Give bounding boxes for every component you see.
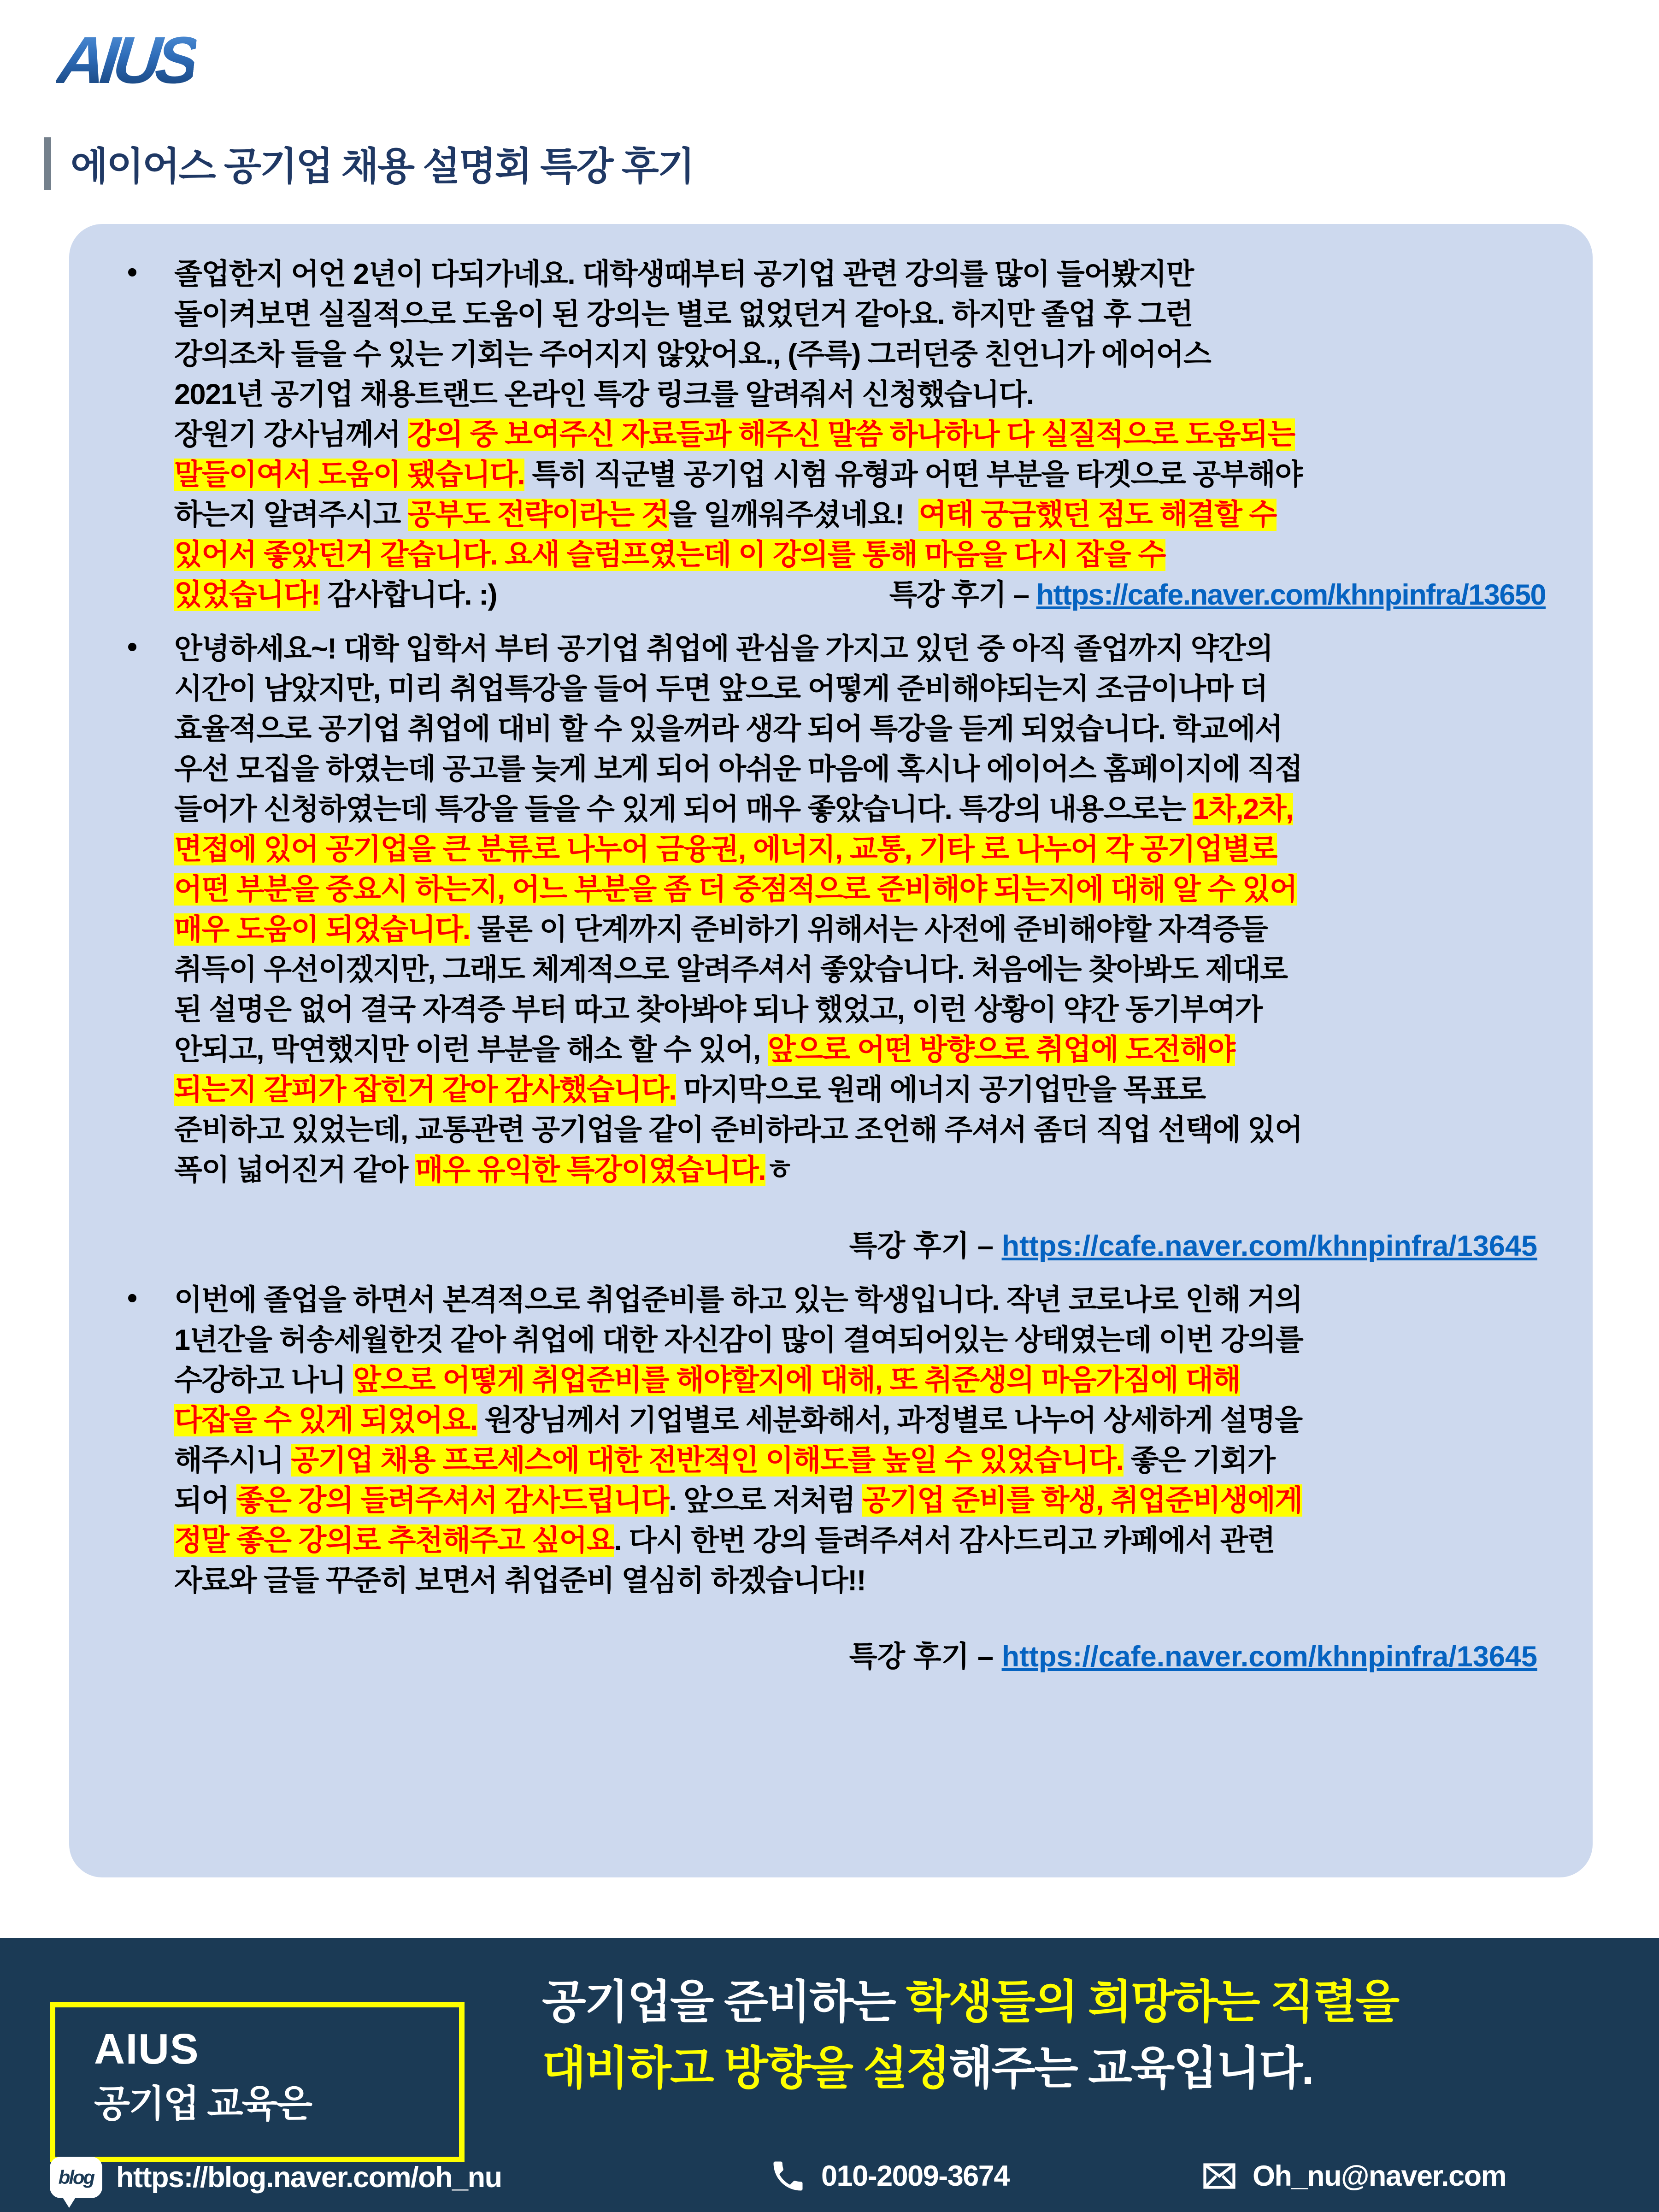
- text-run: 2021년 공기업 채용트랜드 온라인 특강 링크를 알려줘서 신청했습니다.: [174, 378, 1034, 411]
- text-run: 이번에 졸업을 하면서 본격적으로 취업준비를 하고 있는 학생입니다. 작년 코로나로 인해 거의: [174, 1284, 1302, 1316]
- text-run: 돌이켜보면 실질적으로 도움이 된 강의는 별로 없었던거 같아요. 하지만 졸업 후 그런: [174, 298, 1193, 330]
- text-run: 해주는 교육입니다.: [948, 2042, 1313, 2094]
- text-run: 준비하고 있었는데, 교통관련 공기업을 같이 준비하라고 조언해 주셔서 좀더 직업 선택에 있어: [174, 1114, 1302, 1146]
- highlighted-text: 어떤 부분을 중요시 하는지, 어느 부분을 좀 더 중점적으로 준비해야 되는지에 대해 알 수 있어: [174, 873, 1297, 906]
- aius-box-subtitle: 공기업 교육은: [94, 2083, 311, 2125]
- review-line: [174, 1521, 1546, 1561]
- text-run: 취득이 우선이겠지만, 그래도 체계적으로 알려주셔서 좋았습니다. 처음에는 찾아봐도 제대로: [174, 953, 1288, 986]
- aius-education-box: [50, 2002, 465, 2162]
- blog-url[interactable]: https://blog.naver.com/oh_nu: [116, 2161, 502, 2194]
- review-link[interactable]: https://cafe.naver.com/khnpinfra/13645: [1001, 1230, 1537, 1262]
- text-run: 공기업을 준비하는: [542, 1976, 906, 2027]
- review-line: [174, 1070, 1546, 1110]
- review-line: [174, 910, 1546, 950]
- review-line: [174, 870, 1546, 910]
- aius-logo: AIUS: [54, 22, 198, 99]
- email-address[interactable]: Oh_nu@naver.com: [1253, 2160, 1506, 2192]
- highlighted-text: 있었습니다!: [174, 579, 320, 611]
- highlighted-text: 있어서 좋았던거 같습니다. 요새 슬럼프였는데 이 강의를 통해 마음을 다시 잡을 수: [174, 539, 1165, 571]
- review-link-prefix: 특강 후기 –: [849, 1641, 1002, 1673]
- review-line: [174, 950, 1546, 990]
- review-line: [174, 294, 1546, 335]
- text-run: 우선 모집을 하였는데 공고를 늦게 보게 되어 아쉬운 마음에 혹시나 에이어스 홈페이지에 직접: [174, 753, 1302, 785]
- review-line: [174, 335, 1546, 375]
- text-run: 시간이 남았지만, 미리 취업특강을 들어 두면 앞으로 어떻게 준비해야되는지 조금이나마 더: [174, 673, 1268, 705]
- text-run: 원장님께서 기업별로 세분화해서, 과정별로 나누어 상세하게 설명을: [477, 1404, 1302, 1436]
- highlighted-text: 정말 좋은 강의로 추천해주고 싶어요: [174, 1524, 614, 1557]
- highlighted-text: 면접에 있어 공기업을 큰 분류로 나누어 금융권, 에너지, 교통, 기타 로 나누어 각 공기업별로: [174, 833, 1277, 865]
- text-run: 효율적으로 공기업 취업에 대비 할 수 있을꺼라 생각 되어 특강을 듣게 되었습니다. 학교에서: [174, 713, 1282, 745]
- review-line: [174, 415, 1546, 455]
- review-link-prefix: 특강 후기 –: [849, 1230, 1002, 1262]
- text-run: 물론 이 단계까지 준비하기 위해서는 사전에 준비해야할 자격증들: [470, 913, 1268, 946]
- text-run: 졸업한지 어언 2년이 다되가네요. 대학생때부터 공기업 관련 강의를 많이 들어봤지만: [174, 258, 1194, 290]
- review-line: [174, 495, 1546, 535]
- text-run: 안녕하세요~! 대학 입학서 부터 공기업 취업에 관심을 가지고 있던 중 아직 졸업까지 약간의: [174, 633, 1273, 665]
- review-line: [174, 1561, 1546, 1601]
- highlighted-text: 매우 유익한 특강이였습니다.: [415, 1154, 766, 1186]
- review-line: [174, 629, 1546, 669]
- review-link-line: [889, 579, 1546, 611]
- review-line: [174, 1320, 1546, 1360]
- aius-box-title: AIUS: [94, 2025, 200, 2073]
- footer-slogan: [542, 1969, 1398, 2101]
- text-run: . 앞으로 저처럼: [669, 1484, 863, 1517]
- highlighted-text: 여태 궁금했던 점도 해결할 수: [918, 499, 1277, 531]
- review-line: [174, 1441, 1546, 1481]
- highlighted-text: 되는지 갈피가 잡힌거 같아 감사했습니다.: [174, 1074, 677, 1106]
- highlighted-text: 공기업 채용 프로세스에 대한 전반적인 이해도를 높일 수 있었습니다.: [291, 1444, 1124, 1477]
- text-run: 하는지 알려주시고: [174, 499, 408, 531]
- review-line: [174, 254, 1546, 294]
- text-run: 해주시니: [174, 1444, 291, 1477]
- text-run: 자료와 글들 꾸준히 보면서 취업준비 열심히 하겠습니다!!: [174, 1565, 866, 1597]
- bullet: •: [127, 631, 138, 663]
- highlighted-text: 공기업 준비를 학생, 취업준비생에게: [862, 1484, 1302, 1517]
- header: [44, 135, 694, 191]
- text-run: 수강하고 나니: [174, 1364, 353, 1396]
- review-line: [174, 455, 1546, 495]
- footer: [0, 1938, 1659, 2212]
- review-line: [174, 990, 1546, 1030]
- review-line: [174, 669, 1546, 709]
- review-line: [174, 830, 1546, 870]
- text-run: 폭이 넓어진거 같아: [174, 1154, 415, 1186]
- text-run: 좋은 기회가: [1123, 1444, 1275, 1477]
- text-run: 되어: [174, 1484, 236, 1517]
- text-run: 마지막으로 원래 에너지 공기업만을 목표로: [676, 1074, 1206, 1106]
- phone-number: 010-2009-3674: [821, 2160, 1009, 2192]
- review-line: [174, 575, 1546, 615]
- review-item: [111, 254, 1546, 615]
- text-run: 학생들의 희망하는 직렬을: [906, 1976, 1399, 2027]
- text-run: 장원기 강사님께서: [174, 418, 408, 451]
- review-item: [111, 629, 1546, 1266]
- review-line: [174, 1481, 1546, 1521]
- highlighted-text: 말들이여서 도움이 됐습니다.: [174, 459, 525, 491]
- review-item: [111, 1280, 1546, 1677]
- bullet: •: [127, 1282, 138, 1314]
- review-line: [174, 535, 1546, 575]
- text-run: 감사합니다. :): [320, 579, 497, 611]
- review-line: [174, 375, 1546, 415]
- contact-bar: [0, 2157, 1659, 2212]
- review-line: [174, 789, 1546, 830]
- highlighted-text: 강의 중 보여주신 자료들과 해주신 말씀 하나하나 다 실질적으로 도움되는: [407, 418, 1295, 451]
- highlighted-text: 매우 도움이 되었습니다.: [174, 913, 470, 946]
- review-link-prefix: 특강 후기 –: [889, 579, 1036, 611]
- naver-blog-icon: [50, 2157, 102, 2198]
- text-run: 을 일깨워주셨네요!: [669, 499, 919, 531]
- highlighted-text: 앞으로 어떤 방향으로 취업에 도전해야: [767, 1034, 1235, 1066]
- text-run: 특히 직군별 공기업 시험 유형과 어떤 부분을 타겟으로 공부해야: [524, 459, 1302, 491]
- text-run: 들어가 신청하였는데 특강을 들을 수 있게 되어 매우 좋았습니다. 특강의 내용으로는: [174, 793, 1193, 825]
- review-line: [174, 1110, 1546, 1150]
- review-link-line: [849, 1641, 1537, 1673]
- slogan-line: [542, 1969, 1398, 2035]
- text-run: . 다시 한번 강의 들려주셔서 감사드리고 카페에서 관련: [614, 1524, 1275, 1557]
- slogan-line: [542, 2035, 1398, 2101]
- review-link[interactable]: https://cafe.naver.com/khnpinfra/13645: [1001, 1641, 1537, 1673]
- email-icon: [1200, 2157, 1239, 2195]
- review-line: [174, 1360, 1546, 1400]
- review-line: [174, 709, 1546, 749]
- highlighted-text: 1차,2차,: [1193, 793, 1294, 825]
- review-link[interactable]: https://cafe.naver.com/khnpinfra/13650: [1036, 579, 1546, 611]
- review-line: [174, 1280, 1546, 1320]
- highlighted-text: 다잡을 수 있게 되었어요.: [174, 1404, 477, 1436]
- phone-contact: [769, 2157, 1009, 2195]
- review-line-text: [174, 575, 497, 615]
- highlighted-text: 앞으로 어떻게 취업준비를 해야할지에 대해, 또 취준생의 마음가짐에 대해: [353, 1364, 1240, 1396]
- highlighted-text: 좋은 강의 들려주셔서 감사드립니다: [236, 1484, 669, 1517]
- text-run: 1년간을 허송세월한것 같아 취업에 대한 자신감이 많이 결여되어있는 상태였는데 이번 강의를: [174, 1324, 1303, 1356]
- text-run: 안되고, 막연했지만 이런 부분을 해소 할 수 있어,: [174, 1034, 768, 1066]
- page-title: 에이어스 공기업 채용 설명회 특강 후기: [71, 145, 694, 188]
- review-line: [174, 1030, 1546, 1070]
- title-accent-bar: [44, 137, 51, 190]
- review-link-line: [849, 1230, 1537, 1262]
- text-run: 된 설명은 없어 결국 자격증 부터 따고 찾아봐야 되나 했었고, 이런 상황이 약간 동기부여가: [174, 994, 1262, 1026]
- review-list: [111, 254, 1546, 1677]
- text-run: ㅎ: [765, 1154, 793, 1186]
- blog-icon-label: blog: [58, 2166, 94, 2188]
- review-line: [174, 749, 1546, 789]
- highlighted-text: 공부도 전략이라는 것: [407, 499, 669, 531]
- text-run: 강의조차 들을 수 있는 기회는 주어지지 않았어요., (주륵) 그러던중 친언니가 에어어스: [174, 338, 1211, 371]
- review-line: [174, 1150, 1546, 1190]
- review-card: [69, 224, 1593, 1877]
- phone-icon: [769, 2157, 807, 2195]
- text-run: 대비하고 방향을 설정: [542, 2042, 949, 2094]
- email-contact: [1200, 2157, 1506, 2195]
- bullet: •: [127, 256, 138, 288]
- review-line: [174, 1400, 1546, 1441]
- blog-contact: [50, 2157, 502, 2198]
